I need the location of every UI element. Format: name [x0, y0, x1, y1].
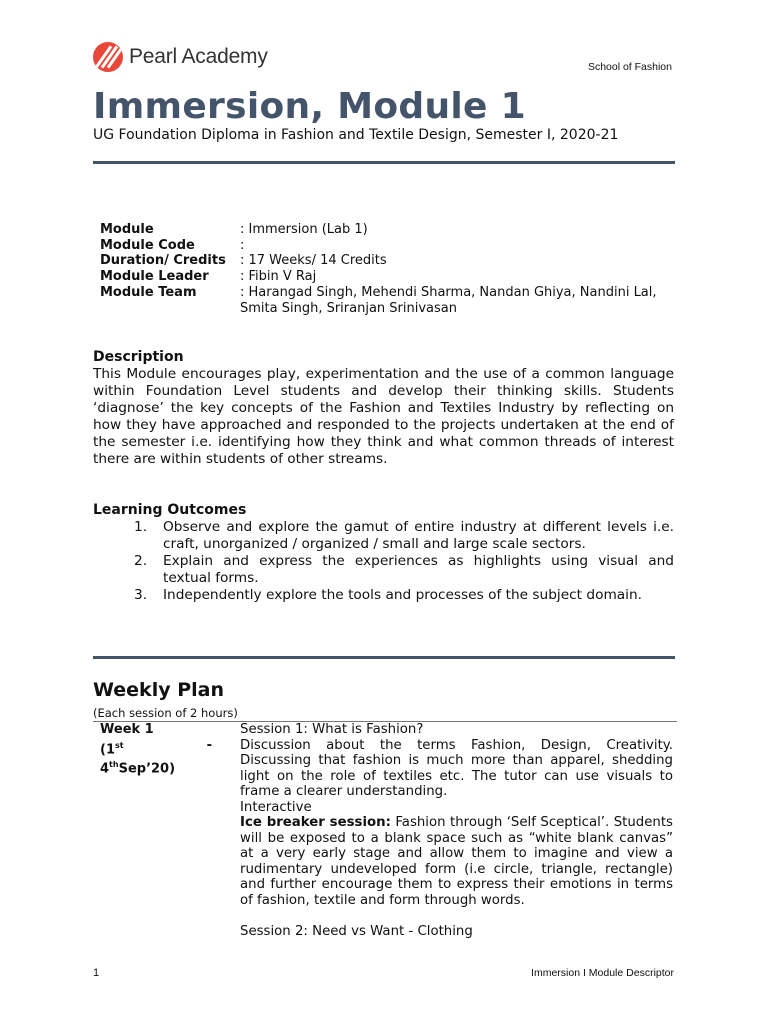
item-text: Observe and explore the gamut of entire industry at different levels i.e. craft, unorganized / organized / small and large scale sectors.: [163, 519, 674, 552]
meta-row-module-leader: [100, 269, 674, 285]
week-start: (1: [100, 741, 115, 757]
weekly-plan-heading: Weekly Plan: [93, 679, 224, 701]
section-divider: [93, 656, 675, 659]
item-number: 2.: [134, 553, 148, 569]
learning-outcomes-list: [134, 519, 674, 604]
document-subtitle: UG Foundation Diploma in Fashion and Textile Design, Semester I, 2020-21: [93, 127, 619, 143]
meta-value: : Fibin V Raj: [240, 269, 317, 285]
week-end-rest: Sep’20): [118, 761, 176, 777]
week-end-sup: th: [109, 760, 119, 770]
blank-line: [240, 908, 673, 924]
week-dash: -: [206, 737, 212, 753]
item-text: Explain and express the experiences as highlights using visual and textual forms.: [163, 553, 674, 586]
meta-row-module-team: [100, 285, 674, 316]
session-mode: Interactive: [240, 799, 312, 815]
description-heading: Description: [93, 349, 184, 365]
week-cell: [100, 722, 212, 777]
meta-row-duration: [100, 253, 674, 269]
item-number: 1.: [134, 519, 148, 535]
brand-logo: [93, 42, 268, 72]
item-text: Independently explore the tools and processes of the subject domain.: [163, 587, 643, 603]
session-1-title: Session 1: What is Fashion?: [240, 722, 424, 737]
meta-row-module: [100, 222, 674, 238]
meta-key: Module Leader: [100, 269, 209, 285]
week-date-range: [100, 738, 212, 758]
meta-row-module-code: [100, 238, 674, 254]
item-number: 3.: [134, 587, 148, 603]
school-name: School of Fashion: [587, 61, 672, 73]
list-item: [134, 587, 674, 604]
meta-key: Module Team: [100, 284, 197, 300]
week-start-sup: st: [115, 740, 124, 750]
week-end-day: 4: [100, 761, 110, 777]
list-item: [134, 553, 674, 587]
icebreaker-paragraph: [240, 815, 673, 908]
meta-value: : Immersion (Lab 1): [240, 222, 368, 237]
brand-name: Pearl Academy: [129, 45, 268, 68]
header-divider: [93, 161, 675, 164]
page-number: 1: [93, 967, 100, 979]
meta-key: Module: [100, 222, 154, 237]
meta-key: Duration/ Credits: [100, 253, 226, 269]
footer-document-name: Immersion I Module Descriptor: [531, 967, 674, 979]
meta-value: :: [240, 237, 245, 253]
week-plan-cell: [240, 722, 673, 939]
list-item: [134, 519, 674, 553]
session-1-text: Discussion about the terms Fashion, Design, Creativity. Discussing that fashion is much more than apparel, shedding light on the role of textiles etc. The tutor can use visuals to frame a clearer understanding.: [240, 737, 673, 799]
session-2-title: Session 2: Need vs Want - Clothing: [240, 923, 473, 939]
description-text: This Module encourages play, experimentation and the use of a common language within Foundation Level students and develop their thinking skills. Students ‘diagnose’ the key concepts of the Fashion and Textiles Industry by reflecting on how they have approached and responded to the projects undertaken at the end of the semester i.e. identifying how they think and what common threads of interest there are within students of other streams.: [93, 366, 674, 467]
learning-outcomes-heading: Learning Outcomes: [93, 502, 247, 518]
module-details: [100, 222, 674, 316]
meta-value: : 17 Weeks/ 14 Credits: [240, 253, 387, 269]
meta-key: Module Code: [100, 237, 195, 253]
icebreaker-label: Ice breaker session:: [240, 815, 391, 830]
document-title: Immersion, Module 1: [93, 86, 526, 127]
icebreaker-text: Fashion through ‘Self Sceptical’. Students will be exposed to a blank space such as “white blank canvas” at a very early stage and allow them to imagine and view a rudimentary undeveloped form (i.e circle, triangle, rectangle) and further encourage them to express their emotions in terms of fashion, textile and form through words.: [240, 815, 673, 908]
week-end: [100, 757, 212, 777]
meta-value: : Harangad Singh, Mehendi Sharma, Nandan Ghiya, Nandini Lal, Smita Singh, Sriranjan Srinivasan: [240, 284, 657, 316]
week-label: Week 1: [100, 722, 154, 737]
weekly-plan-note: (Each session of 2 hours): [93, 706, 238, 720]
pearl-academy-logo-icon: [93, 42, 123, 72]
